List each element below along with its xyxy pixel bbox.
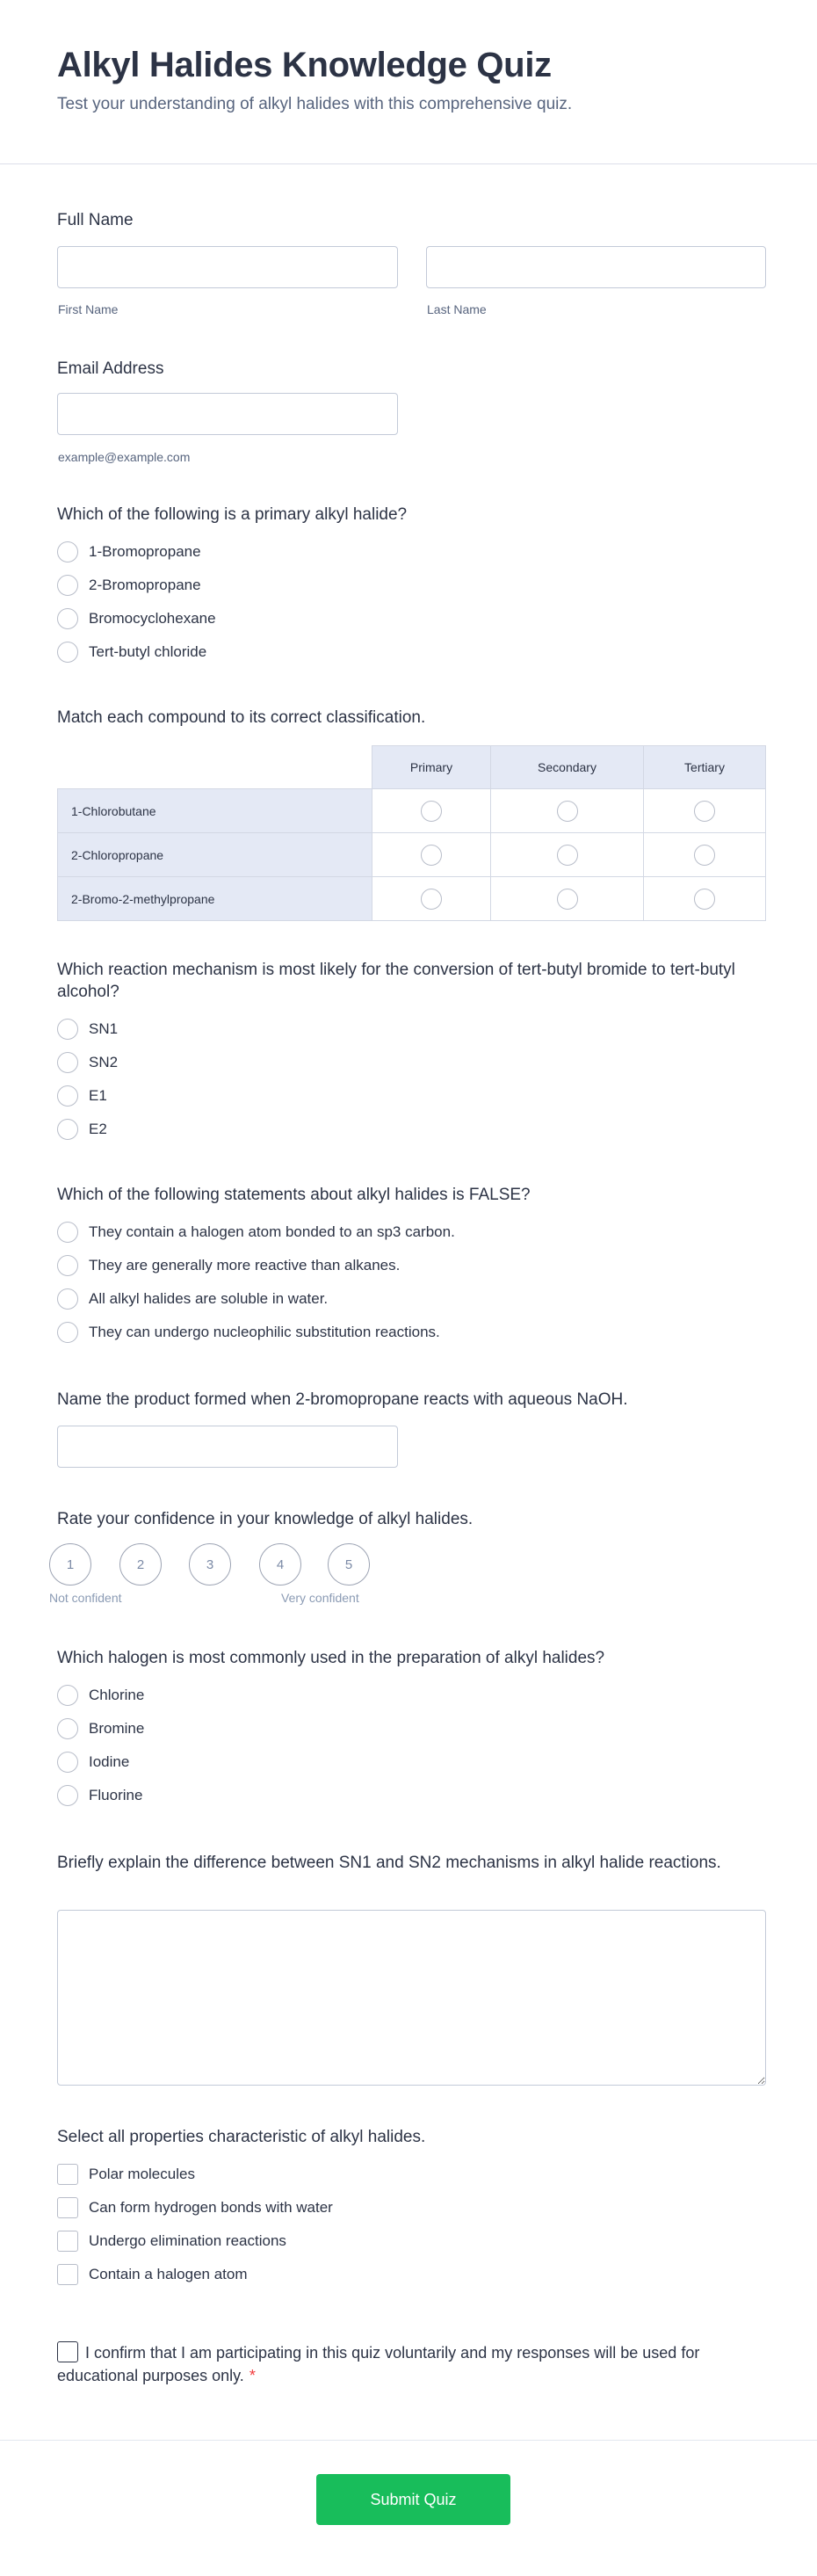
radio-option[interactable] bbox=[57, 1012, 118, 1046]
consent-checkbox[interactable] bbox=[57, 2341, 78, 2362]
matrix-row-label: 2-Chloropropane bbox=[58, 833, 372, 877]
radio-button[interactable] bbox=[57, 1019, 78, 1040]
question-primary-alkyl-halide: Which of the following is a primary alkyl halide? bbox=[57, 505, 408, 524]
q3-options bbox=[57, 1012, 118, 1146]
radio-option[interactable] bbox=[57, 569, 216, 602]
email-sublabel: example@example.com bbox=[58, 450, 191, 464]
header-divider bbox=[0, 163, 817, 164]
email-label: Email Address bbox=[57, 359, 164, 378]
radio-button[interactable] bbox=[57, 642, 78, 663]
option-label: 1-Bromopropane bbox=[89, 543, 201, 560]
page-subtitle: Test your understanding of alkyl halides with this comprehensive quiz. bbox=[57, 95, 573, 113]
option-label: Bromocyclohexane bbox=[89, 610, 216, 627]
checkbox-option[interactable] bbox=[57, 2224, 333, 2258]
radio-button[interactable] bbox=[57, 575, 78, 596]
option-label: Can form hydrogen bonds with water bbox=[89, 2199, 333, 2216]
last-name-sublabel: Last Name bbox=[427, 302, 487, 316]
radio-button[interactable] bbox=[57, 1752, 78, 1773]
matrix-row-label: 2-Bromo-2-methylpropane bbox=[58, 877, 372, 921]
option-label: They are generally more reactive than alkanes. bbox=[89, 1257, 401, 1273]
radio-button[interactable] bbox=[57, 541, 78, 562]
radio-option[interactable] bbox=[57, 1779, 144, 1812]
question-matrix: Match each compound to its correct classification. bbox=[57, 708, 426, 727]
footer-divider bbox=[0, 2440, 817, 2441]
rating-option-2[interactable]: 2 bbox=[119, 1543, 162, 1586]
radio-option[interactable] bbox=[57, 1745, 144, 1779]
matrix-row-label: 1-Chlorobutane bbox=[58, 789, 372, 833]
radio-option[interactable] bbox=[57, 1316, 455, 1349]
matrix-radio[interactable] bbox=[421, 801, 442, 822]
rating-option-5[interactable]: 5 bbox=[328, 1543, 370, 1586]
option-label: Bromine bbox=[89, 1720, 145, 1737]
classification-matrix bbox=[57, 745, 766, 921]
option-label: Chlorine bbox=[89, 1687, 145, 1703]
option-label: Undergo elimination reactions bbox=[89, 2232, 286, 2249]
checkbox-option[interactable] bbox=[57, 2191, 333, 2224]
question-product-name: Name the product formed when 2-bromopropane reacts with aqueous NaOH. bbox=[57, 1390, 628, 1409]
option-label: SN1 bbox=[89, 1020, 119, 1037]
radio-option[interactable] bbox=[57, 1679, 144, 1712]
matrix-column-header: Secondary bbox=[491, 746, 644, 789]
checkbox[interactable] bbox=[57, 2231, 78, 2252]
question-halogen: Which halogen is most commonly used in the preparation of alkyl halides? bbox=[57, 1649, 605, 1667]
matrix-row bbox=[58, 877, 766, 921]
q4-options bbox=[57, 1215, 455, 1349]
rating-option-3[interactable]: 3 bbox=[189, 1543, 231, 1586]
matrix-radio[interactable] bbox=[557, 801, 578, 822]
checkbox[interactable] bbox=[57, 2164, 78, 2185]
matrix-radio[interactable] bbox=[694, 889, 715, 910]
radio-option[interactable] bbox=[57, 535, 216, 569]
option-label: Tert-butyl chloride bbox=[89, 643, 207, 660]
checkbox-option[interactable] bbox=[57, 2158, 333, 2191]
rating-min-label: Not confident bbox=[49, 1591, 122, 1605]
option-label: E2 bbox=[89, 1121, 107, 1137]
matrix-radio[interactable] bbox=[694, 845, 715, 866]
radio-option[interactable] bbox=[57, 1249, 455, 1282]
first-name-input[interactable] bbox=[57, 246, 398, 288]
submit-quiz-button[interactable]: Submit Quiz bbox=[316, 2474, 510, 2525]
question-sn1-sn2: Briefly explain the difference between SN1 and SN2 mechanisms in alkyl halide reactions. bbox=[57, 1854, 721, 1872]
radio-button[interactable] bbox=[57, 608, 78, 629]
radio-option[interactable] bbox=[57, 602, 216, 635]
question-properties: Select all properties characteristic of alkyl halides. bbox=[57, 2128, 426, 2146]
option-label: Fluorine bbox=[89, 1787, 143, 1803]
option-label: E1 bbox=[89, 1087, 107, 1104]
radio-option[interactable] bbox=[57, 1113, 118, 1146]
radio-button[interactable] bbox=[57, 1718, 78, 1739]
first-name-sublabel: First Name bbox=[58, 302, 119, 316]
radio-option[interactable] bbox=[57, 1215, 455, 1249]
product-name-input[interactable] bbox=[57, 1426, 398, 1468]
option-label: Contain a halogen atom bbox=[89, 2266, 248, 2282]
matrix-row bbox=[58, 789, 766, 833]
matrix-row bbox=[58, 833, 766, 877]
radio-button[interactable] bbox=[57, 1119, 78, 1140]
last-name-input[interactable] bbox=[426, 246, 766, 288]
radio-button[interactable] bbox=[57, 1785, 78, 1806]
option-label: They contain a halogen atom bonded to an sp3 carbon. bbox=[89, 1223, 455, 1240]
matrix-radio[interactable] bbox=[557, 845, 578, 866]
option-label: All alkyl halides are soluble in water. bbox=[89, 1290, 329, 1307]
option-label: They can undergo nucleophilic substitution reactions. bbox=[89, 1324, 440, 1340]
matrix-radio[interactable] bbox=[421, 889, 442, 910]
radio-button[interactable] bbox=[57, 1288, 78, 1310]
matrix-column-header: Tertiary bbox=[644, 746, 766, 789]
required-asterisk: * bbox=[249, 2367, 256, 2384]
option-label: Iodine bbox=[89, 1753, 130, 1770]
radio-option[interactable] bbox=[57, 635, 216, 669]
rating-max-label: Very confident bbox=[281, 1591, 359, 1605]
q1-options bbox=[57, 535, 216, 669]
checkbox-option[interactable] bbox=[57, 2258, 333, 2291]
q9-options bbox=[57, 2158, 333, 2291]
matrix-radio[interactable] bbox=[694, 801, 715, 822]
full-name-label: Full Name bbox=[57, 211, 134, 229]
rating-option-1[interactable]: 1 bbox=[49, 1543, 91, 1586]
question-false-statement: Which of the following statements about alkyl halides is FALSE? bbox=[57, 1186, 531, 1204]
page-title: Alkyl Halides Knowledge Quiz bbox=[57, 46, 552, 84]
radio-option[interactable] bbox=[57, 1282, 455, 1316]
radio-button[interactable] bbox=[57, 1085, 78, 1107]
checkbox[interactable] bbox=[57, 2264, 78, 2285]
question-confidence: Rate your confidence in your knowledge of alkyl halides. bbox=[57, 1510, 474, 1528]
radio-button[interactable] bbox=[57, 1052, 78, 1073]
consent-text: I confirm that I am participating in this quiz voluntarily and my responses will be used for educational purposes only. bbox=[57, 2344, 700, 2384]
option-label: 2-Bromopropane bbox=[89, 577, 201, 593]
consent-field bbox=[57, 2341, 707, 2387]
explanation-textarea[interactable] bbox=[57, 1910, 766, 2086]
radio-button[interactable] bbox=[57, 1255, 78, 1276]
email-input[interactable] bbox=[57, 393, 398, 435]
radio-option[interactable] bbox=[57, 1712, 144, 1745]
radio-button[interactable] bbox=[57, 1222, 78, 1243]
checkbox[interactable] bbox=[57, 2197, 78, 2218]
matrix-column-header: Primary bbox=[372, 746, 491, 789]
rating-option-4[interactable]: 4 bbox=[259, 1543, 301, 1586]
matrix-radio[interactable] bbox=[421, 845, 442, 866]
radio-option[interactable] bbox=[57, 1046, 118, 1079]
option-label: Polar molecules bbox=[89, 2166, 195, 2182]
radio-button[interactable] bbox=[57, 1685, 78, 1706]
q7-options bbox=[57, 1679, 144, 1812]
radio-button[interactable] bbox=[57, 1322, 78, 1343]
radio-option[interactable] bbox=[57, 1079, 118, 1113]
option-label: SN2 bbox=[89, 1054, 119, 1070]
matrix-corner bbox=[58, 746, 372, 789]
matrix-radio[interactable] bbox=[557, 889, 578, 910]
question-reaction-mechanism: Which reaction mechanism is most likely for the conversion of tert-butyl bromide to tert-butyl alcohol? bbox=[57, 961, 735, 1001]
